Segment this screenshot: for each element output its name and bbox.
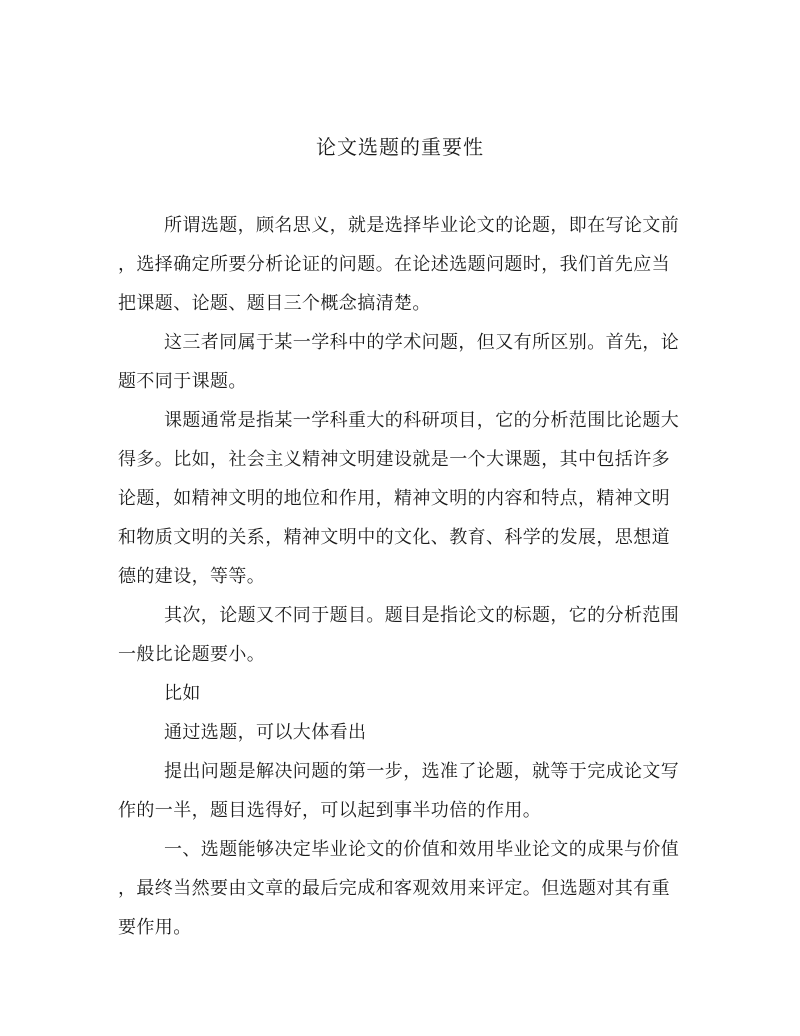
paragraph-1-line-2: ，选择确定所要分析论证的问题。在论述选题问题时，我们首先应当	[118, 254, 670, 275]
paragraph-5-line-1: 比如	[164, 683, 201, 704]
paragraph-4-line-2: 一般比论题要小。	[118, 644, 266, 665]
paragraph-8-line-3: 要作用。	[118, 917, 192, 938]
paragraph-1-line-1: 所谓选题，顾名思义，就是选择毕业论文的论题，即在写论文前	[164, 215, 680, 236]
paragraph-7-line-2: 作的一半，题目选得好，可以起到事半功倍的作用。	[118, 800, 542, 821]
paragraph-8-line-1: 一、选题能够决定毕业论文的价值和效用毕业论文的成果与价值	[164, 839, 680, 860]
paragraph-3-line-3: 论题，如精神文明的地位和作用，精神文明的内容和特点，精神文明	[118, 488, 670, 509]
paragraph-3-line-5: 德的建设，等等。	[118, 566, 266, 587]
paragraph-6-line-1: 通过选题，可以大体看出	[164, 722, 367, 743]
paragraph-4-line-1: 其次，论题又不同于题目。题目是指论文的标题，它的分析范围	[164, 605, 680, 626]
paragraph-2-line-1: 这三者同属于某一学科中的学术问题，但又有所区别。首先，论	[164, 332, 680, 353]
paragraph-3-line-1: 课题通常是指某一学科重大的科研项目，它的分析范围比论题大	[164, 410, 680, 431]
paragraph-3-line-2: 得多。比如，社会主义精神文明建设就是一个大课题，其中包括许多	[118, 449, 670, 470]
document-body	[118, 206, 684, 947]
paragraph-2-line-2: 题不同于课题。	[118, 371, 247, 392]
paragraph-1-line-3: 把课题、论题、题目三个概念搞清楚。	[118, 293, 431, 314]
paragraph-7-line-1: 提出问题是解决问题的第一步，选准了论题，就等于完成论文写	[164, 761, 680, 782]
paragraph-8-line-2: ，最终当然要由文章的最后完成和客观效用来评定。但选题对其有重	[118, 878, 670, 899]
document-title: 论文选题的重要性	[316, 135, 484, 159]
paragraph-3-line-4: 和物质文明的关系，精神文明中的文化、教育、科学的发展，思想道	[118, 527, 670, 548]
